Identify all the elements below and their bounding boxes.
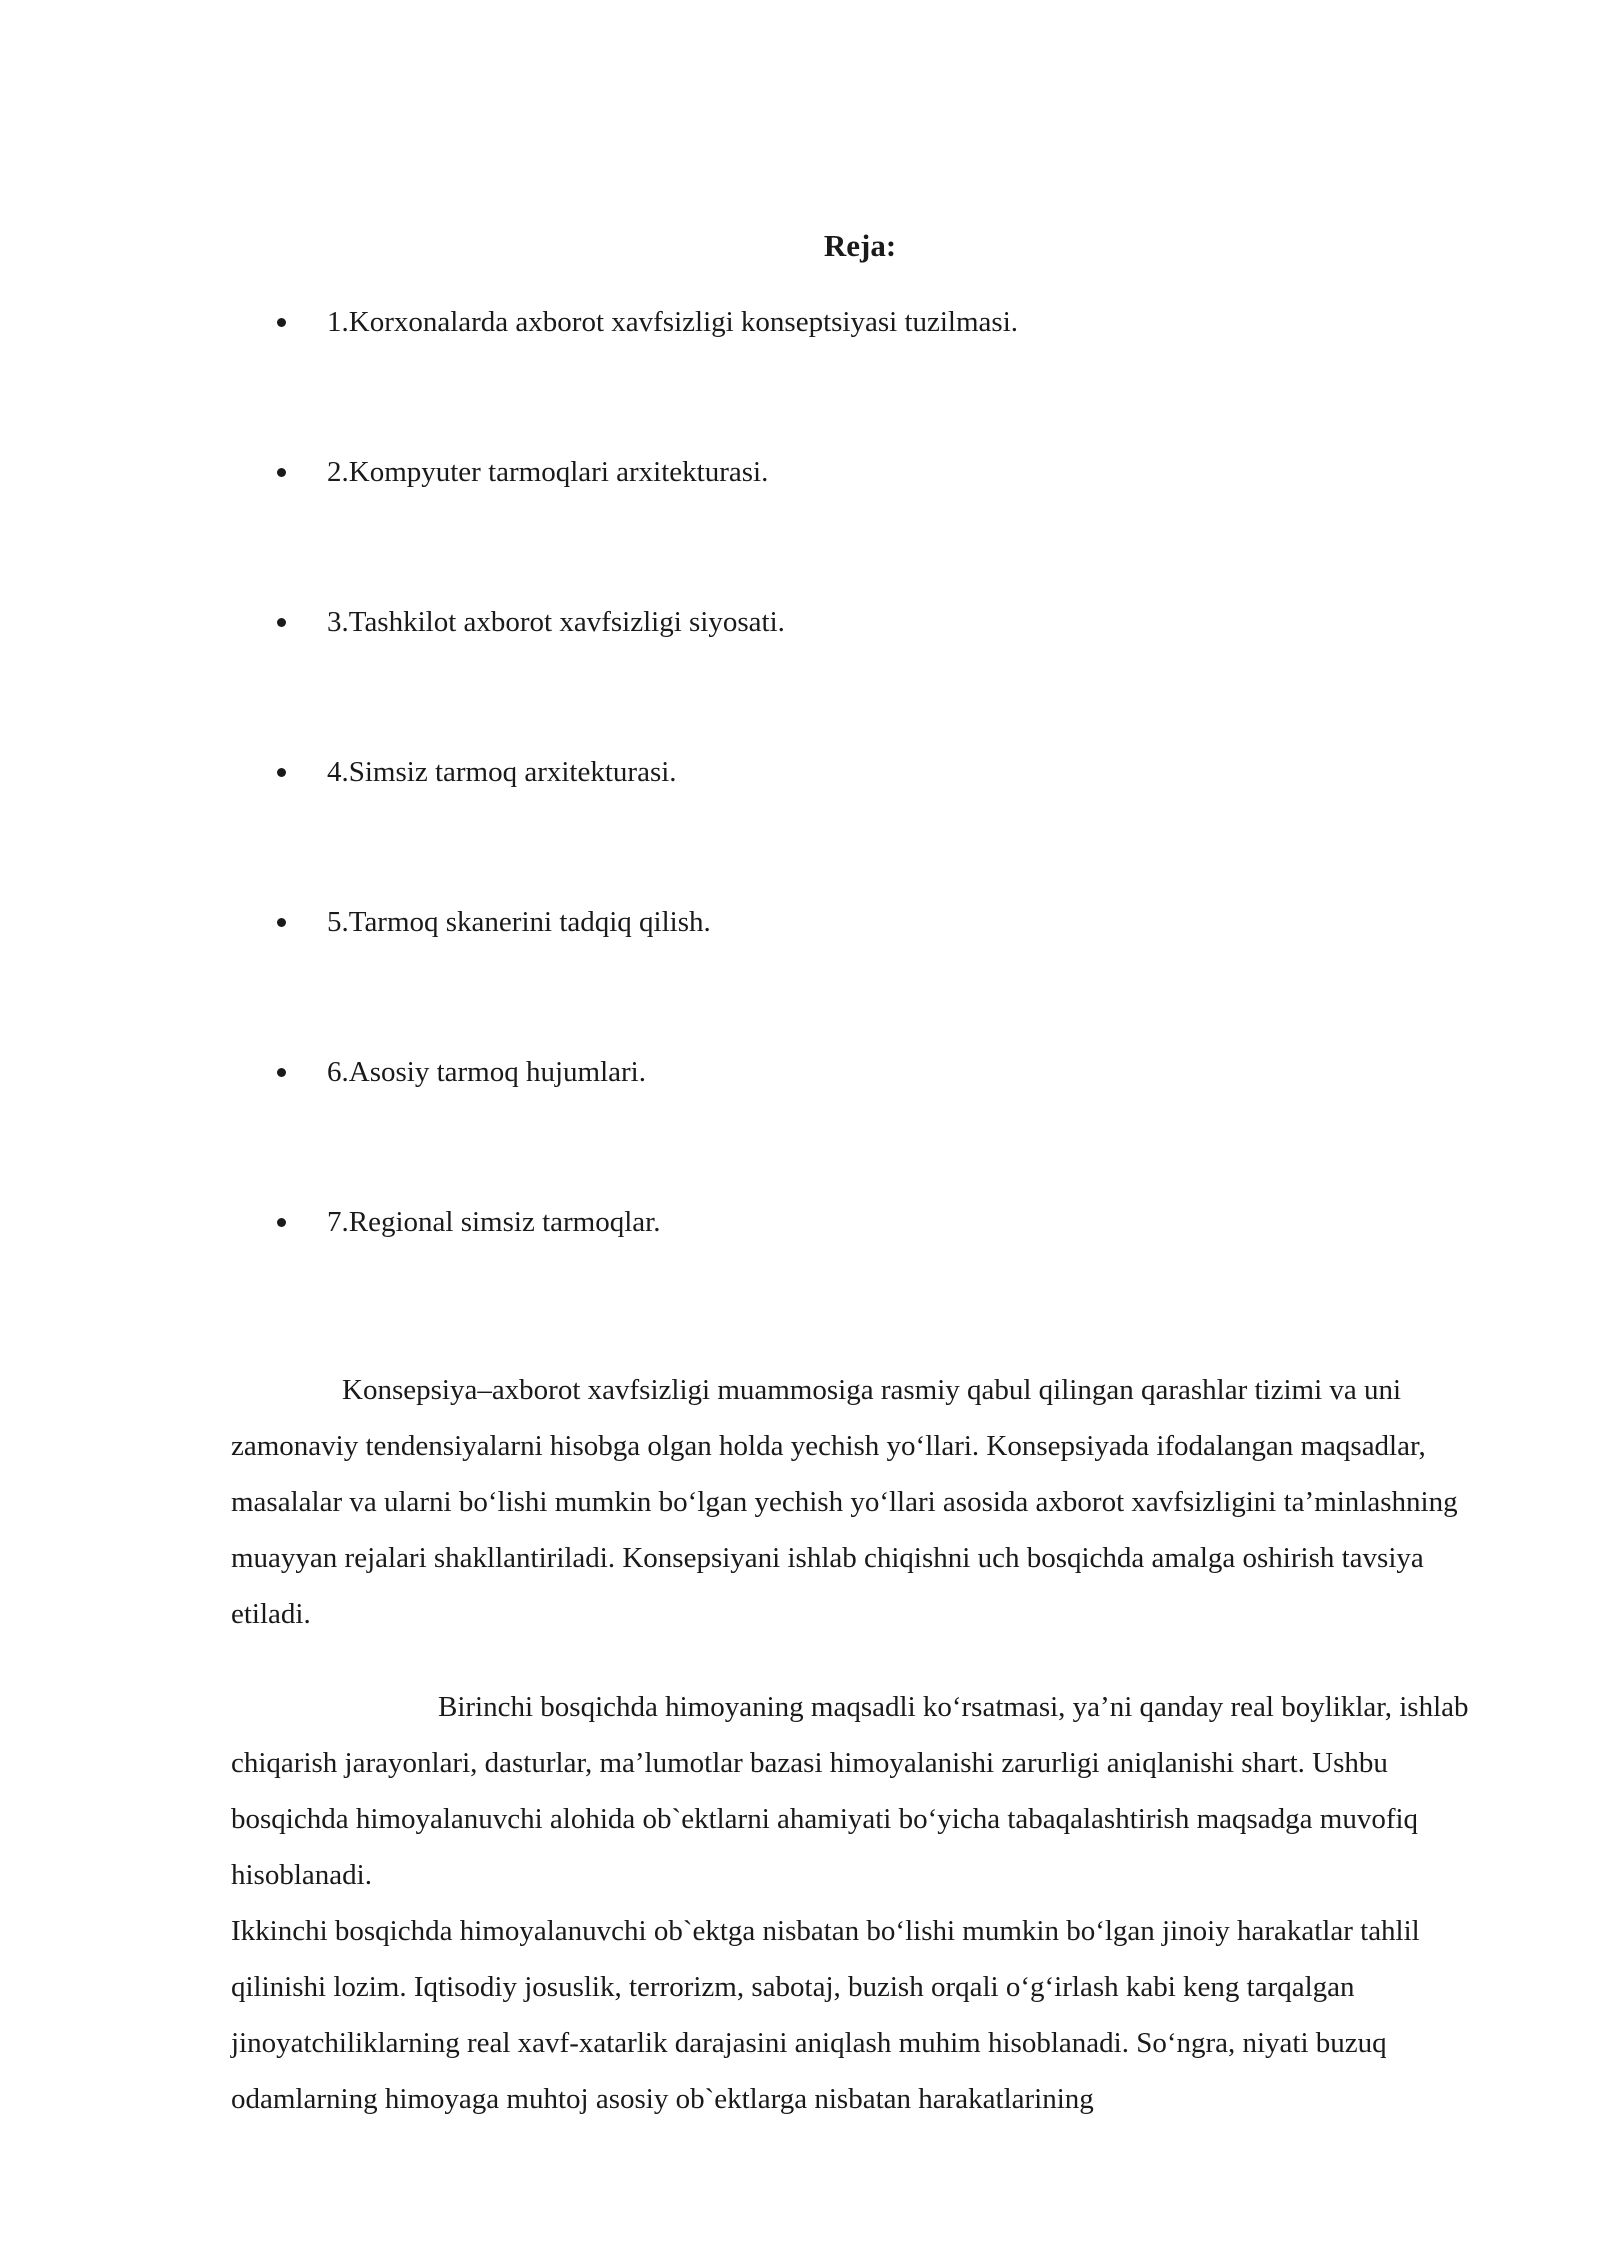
plan-item: [0, 302, 1400, 342]
paragraph-birinchi-bosqich: Birinchi bosqichda himoyaning maqsadli ko‘rsatmasi, ya’ni qanday real boyliklar, ishlab chiqarish jarayonlari, dasturlar, ma’lumotlar bazasi himoyalanishi zarurligi aniqlanishi shart. Ushbu bosqichda himoyalanuvchi alohida ob`ektlarni ahamiyati bo‘yicha tabaqalashtirish maqsadga muvofiq hisoblanadi.: [231, 1691, 1469, 1891]
bullet-icon: [277, 1218, 286, 1227]
bullet-icon: [277, 468, 286, 477]
paragraph-konsepsiya: Konsepsiya–axborot xavfsizligi muammosiga rasmiy qabul qilingan qarashlar tizimi va uni zamonaviy tendensiyalarni hisobga olgan holda yechish yo‘llari. Konsepsiyada ifodalangan maqsadlar, masalalar va ularni bo‘lishi mumkin bo‘lgan yechish yo‘llari asosida axborot xavfsizligini ta’minlashning muayyan rejalari shakllantiriladi. Konsepsiyani ishlab chiqishni uch bosqichda amalga oshirish tavsiya etiladi.: [231, 1374, 1458, 1630]
paragraph-ikkinchi-bosqich: Ikkinchi bosqichda himoyalanuvchi ob`ektga nisbatan bo‘lishi mumkin bo‘lgan jinoiy harakatlar tahlil qilinishi lozim. Iqtisodiy josuslik, terrorizm, sabotaj, buzish orqali o‘g‘irlash kabi keng tarqalgan jinoyatchiliklarning real xavf-xatarlik darajasini aniqlash muhim hisoblanadi. So‘ngra, niyati buzuq odamlarning himoyaga muhtoj asosiy ob`ektlarga nisbatan harakatlarining: [231, 1915, 1420, 2115]
plan-item: [0, 452, 1400, 492]
plan-title: Reja:: [823, 228, 897, 263]
bullet-icon: [277, 618, 286, 627]
plan-item: [0, 902, 1400, 942]
plan-item-text: 3.Tashkilot axborot xavfsizligi siyosati.: [327, 606, 785, 638]
plan-item-text: 5.Tarmoq skanerini tadqiq qilish.: [327, 906, 711, 938]
bullet-icon: [277, 768, 286, 777]
bullet-icon: [277, 318, 286, 327]
plan-item: [0, 752, 1400, 792]
plan-item-text: 2.Kompyuter tarmoqlari arxitekturasi.: [327, 456, 769, 488]
plan-item-text: 4.Simsiz tarmoq arxitekturasi.: [327, 756, 677, 788]
plan-item: [0, 1052, 1400, 1092]
plan-item: [0, 1202, 1400, 1242]
plan-item-text: 6.Asosiy tarmoq hujumlari.: [327, 1056, 646, 1088]
plan-item: [0, 602, 1400, 642]
plan-item-text: 7.Regional simsiz tarmoqlar.: [327, 1206, 661, 1238]
plan-item-text: 1.Korxonalarda axborot xavfsizligi konseptsiyasi tuzilmasi.: [327, 306, 1019, 338]
bullet-icon: [277, 1068, 286, 1077]
bullet-icon: [277, 918, 286, 927]
